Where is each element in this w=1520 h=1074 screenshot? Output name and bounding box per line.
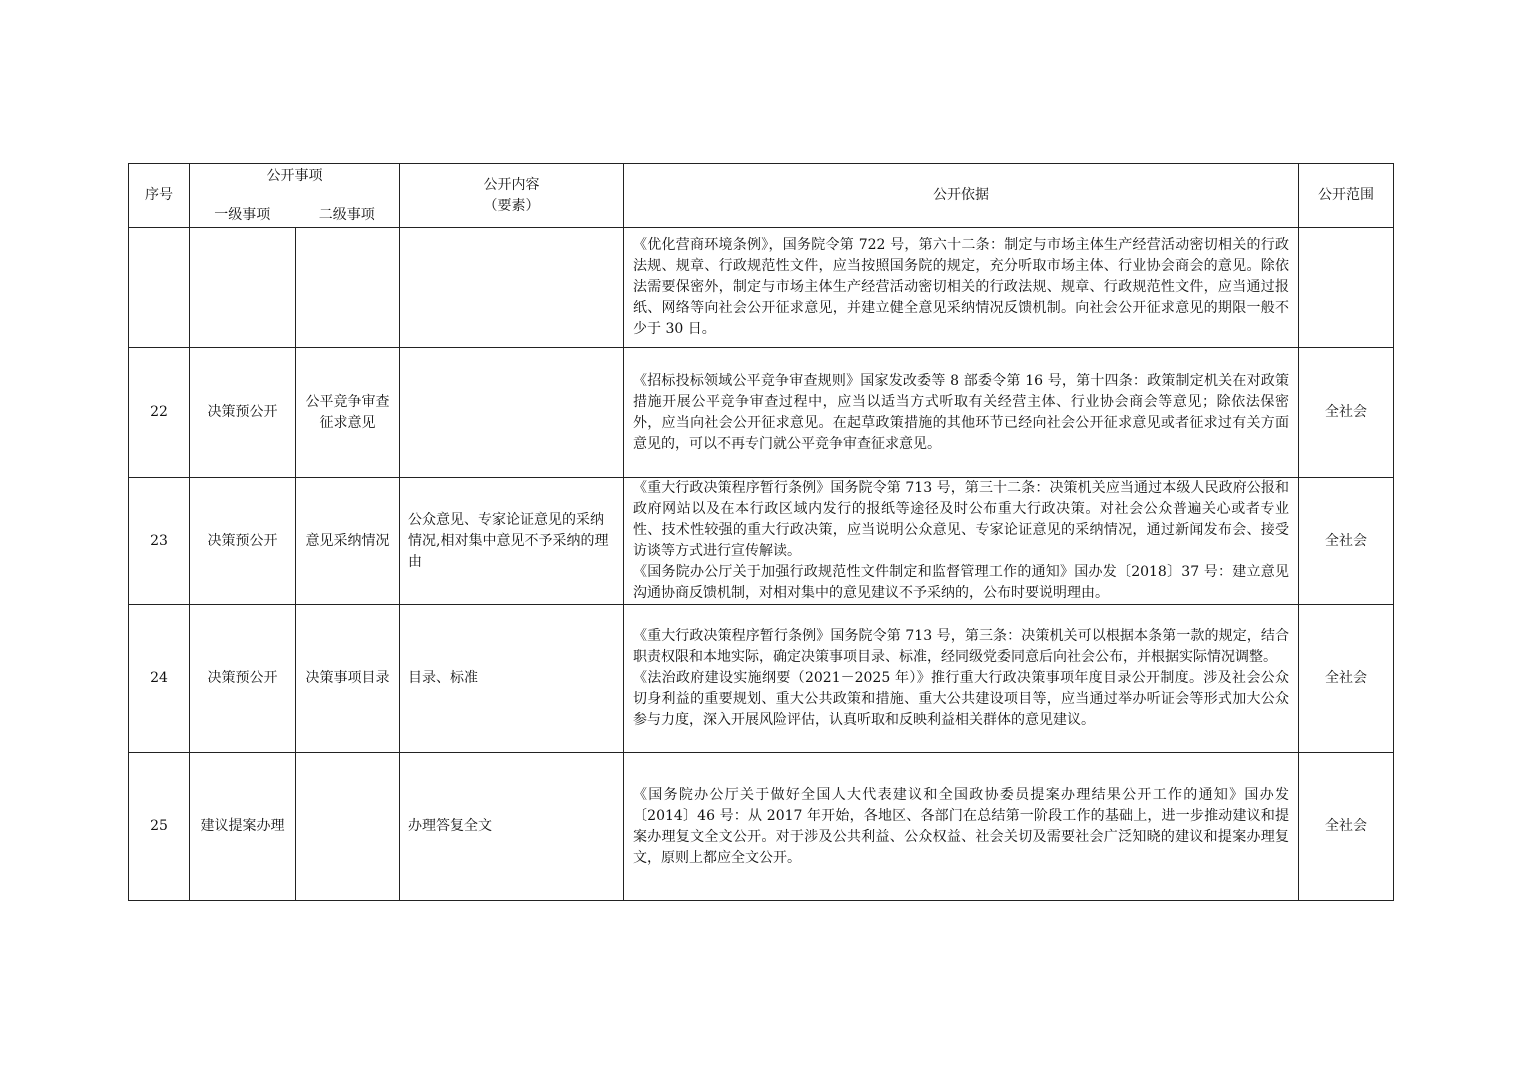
header-basis: 公开依据 [624, 164, 1299, 228]
row-scope: 全社会 [1299, 348, 1394, 478]
header-level2: 二级事项 [318, 207, 375, 223]
header-row [129, 164, 1394, 228]
row-content: 公众意见、专家论证意见的采纳情况,相对集中意见不予采纳的理由 [400, 478, 624, 605]
row-level2: 公平竞争审查征求意见 [296, 348, 400, 478]
row-seq: 22 [129, 348, 190, 478]
row-seq [129, 228, 190, 348]
row-basis [624, 605, 1299, 753]
table-row [129, 348, 1394, 478]
header-content [400, 164, 624, 228]
row-level1: 决策预公开 [190, 478, 296, 605]
row-content: 办理答复全文 [400, 753, 624, 901]
row-level1: 建议提案办理 [190, 753, 296, 901]
row-content [400, 348, 624, 478]
basis-paragraph: 《法治政府建设实施纲要（2021－2025 年）》推行重大行政决策事项年度目录公开制度。涉及社会公众切身利益的重要规划、重大公共政策和措施、重大公共建设项目等，应当通过举办听证会等形式加大公众参与力度，深入开展风险评估，认真听取和反映利益相关群体的意见建议。 [633, 670, 1289, 728]
row-scope [1299, 228, 1394, 348]
table-row [129, 753, 1394, 901]
row-level2 [296, 228, 400, 348]
row-level1: 决策预公开 [190, 605, 296, 753]
row-seq: 24 [129, 605, 190, 753]
disclosure-table [128, 163, 1394, 901]
header-items-title: 公开事项 [266, 168, 323, 184]
row-basis [624, 348, 1299, 478]
row-scope: 全社会 [1299, 605, 1394, 753]
table-row [129, 605, 1394, 753]
row-basis [624, 753, 1299, 901]
table-row [129, 228, 1394, 348]
header-content-line1: 公开内容 [483, 176, 540, 193]
row-scope: 全社会 [1299, 478, 1394, 605]
row-content [400, 228, 624, 348]
basis-paragraph: 《国务院办公厅关于做好全国人大代表建议和全国政协委员提案办理结果公开工作的通知》国办发〔2014〕46 号：从 2017 年开始，各地区、各部门在总结第一阶段工作的基础上，进一步推动建议和提案办理复文全文公开。对于涉及公共利益、公众权益、社会关切及需要社会广泛知晓的建议和提案办理复文，原则上都应全文公开。 [633, 786, 1289, 866]
header-level1: 一级事项 [214, 207, 271, 223]
row-level2: 决策事项目录 [296, 605, 400, 753]
row-level2 [296, 753, 400, 901]
row-basis [624, 228, 1299, 348]
table-row [129, 478, 1394, 605]
header-content-line2: （要素） [483, 197, 540, 214]
row-seq: 25 [129, 753, 190, 901]
row-seq: 23 [129, 478, 190, 605]
basis-paragraph: 《优化营商环境条例》，国务院令第 722 号，第六十二条：制定与市场主体生产经营活动密切相关的行政法规、规章、行政规范性文件，应当按照国务院的规定，充分听取市场主体、行业协会商会的意见。除依法需要保密外，制定与市场主体生产经营活动密切相关的行政法规、规章、行政规范性文件，应当通过报纸、网络等向社会公开征求意见，并建立健全意见采纳情况反馈机制。向社会公开征求意见的期限一般不少于 30 日。 [633, 237, 1289, 337]
row-level1: 决策预公开 [190, 348, 296, 478]
basis-paragraph: 《重大行政决策程序暂行条例》国务院令第 713 号，第三条：决策机关可以根据本条第一款的规定，结合职责权限和本地实际，确定决策事项目录、标准，经同级党委同意后向社会公布，并根据实际情况调整。 [633, 628, 1289, 665]
basis-paragraph: 《招标投标领域公平竞争审查规则》国家发改委等 8 部委令第 16 号，第十四条：政策制定机关在对政策措施开展公平竞争审查过程中，应当以适当方式听取有关经营主体、行业协会商会等意见；除依法保密外，应当向社会公开征求意见。在起草政策措施的其他环节已经向社会公开征求意见或者征求过有关方面意见的，可以不再专门就公平竞争审查征求意见。 [633, 372, 1289, 452]
header-seq: 序号 [129, 164, 190, 228]
basis-paragraph: 《国务院办公厅关于加强行政规范性文件制定和监督管理工作的通知》国办发〔2018〕37 号：建立意见沟通协商反馈机制，对相对集中的意见建议不予采纳的，公布时要说明理由。 [633, 564, 1289, 601]
row-basis [624, 478, 1299, 605]
row-level2: 意见采纳情况 [296, 478, 400, 605]
header-scope: 公开范围 [1299, 164, 1394, 228]
row-level1 [190, 228, 296, 348]
basis-paragraph: 《重大行政决策程序暂行条例》国务院令第 713 号，第三十二条：决策机关应当通过本级人民政府公报和政府网站以及在本行政区域内发行的报纸等途径及时公布重大行政决策。对社会公众普遍关心或者专业性、技术性较强的重大行政决策，应当说明公众意见、专家论证意见的采纳情况，通过新闻发布会、接受访谈等方式进行宣传解读。 [633, 480, 1289, 559]
header-items-group [190, 164, 400, 228]
row-scope: 全社会 [1299, 753, 1394, 901]
row-content: 目录、标准 [400, 605, 624, 753]
